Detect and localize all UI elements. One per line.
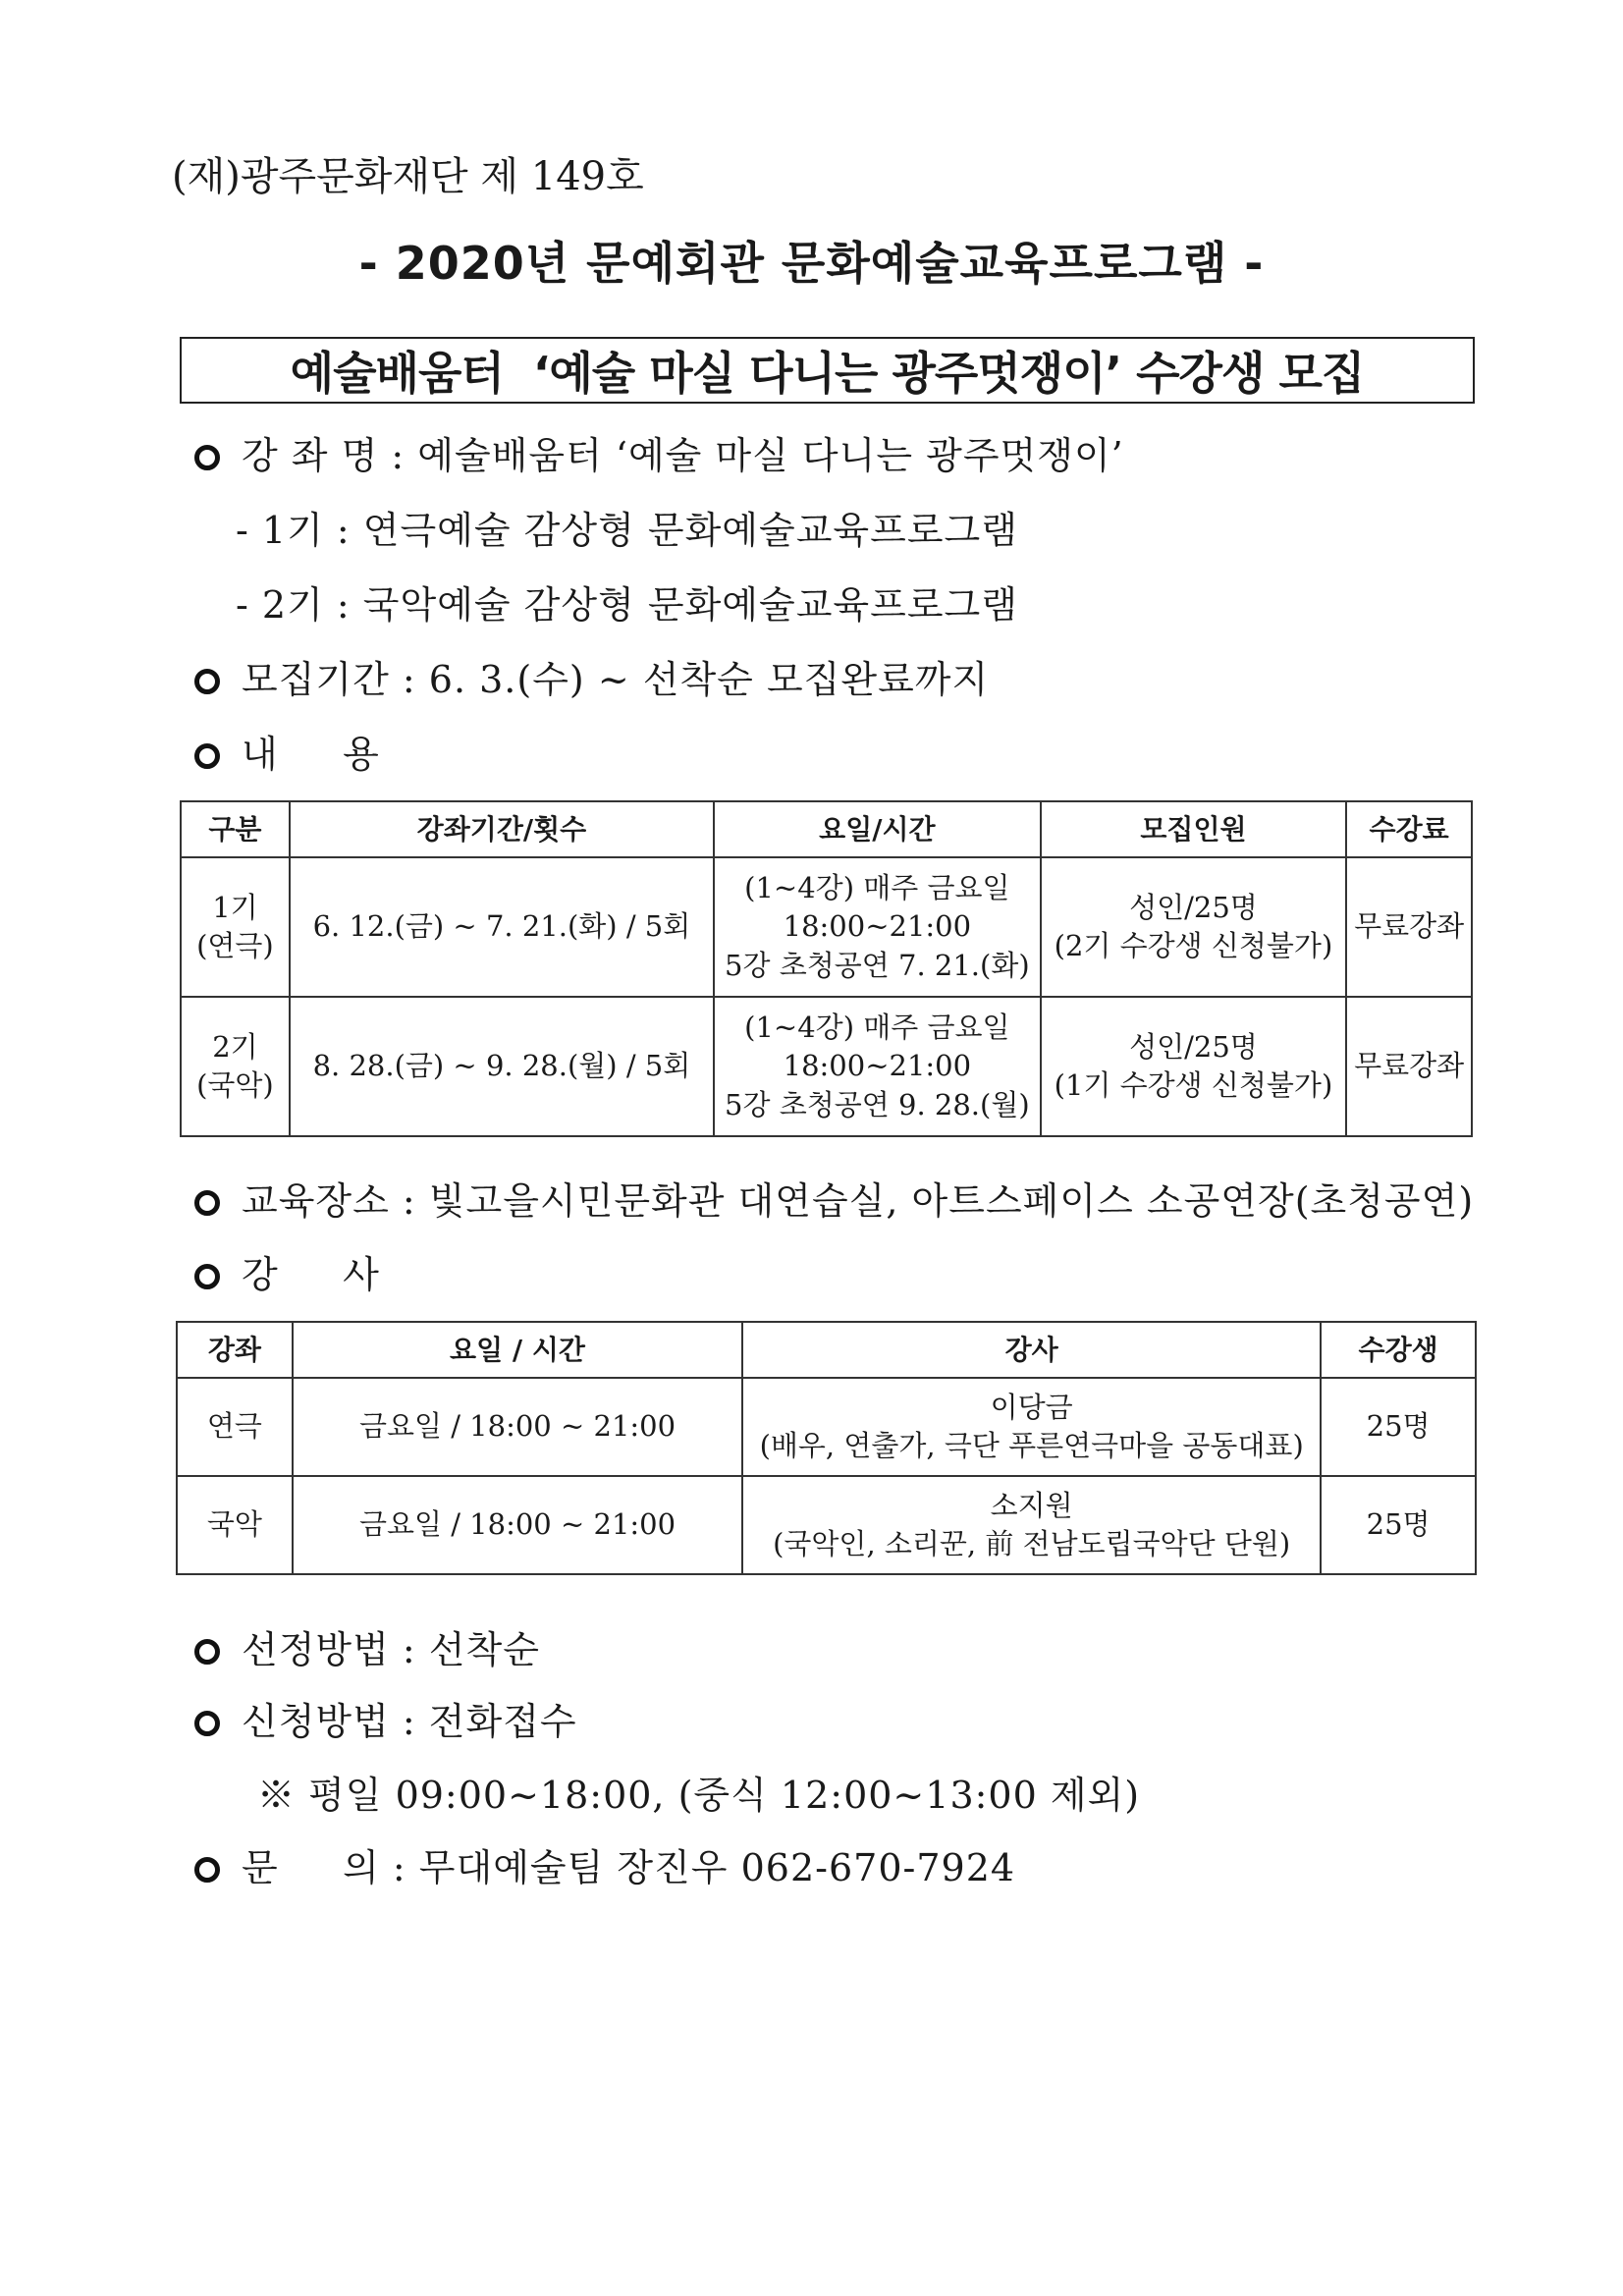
capacity-cell: 성인/25명 (2기 수강생 신청불가) — [1041, 857, 1346, 997]
students-cell: 25명 — [1321, 1378, 1476, 1476]
period-cell: 8. 28.(금) ~ 9. 28.(월) / 5회 — [290, 997, 714, 1136]
col-header: 구분 — [181, 801, 290, 857]
recruit-period-text: 모집기간 : 6. 3.(수) ~ 선착순 모집완료까지 — [242, 658, 990, 701]
instructor-heading — [194, 1244, 380, 1298]
course-name-text: 강 좌 명 : 예술배움터 ‘예술 마실 다니는 광주멋쟁이’ — [242, 434, 1124, 477]
col-header: 수강료 — [1346, 801, 1472, 857]
table-header-row — [181, 801, 1472, 857]
course-cell: 국악 — [177, 1476, 293, 1574]
schedule-table — [180, 800, 1473, 1137]
instructor-table — [176, 1321, 1477, 1575]
instructor-heading-text: 강 사 — [242, 1253, 380, 1296]
venue-text: 교육장소 : 빛고을시민문화관 대연습실, 아트스페이스 소공연장(초청공연) — [242, 1179, 1475, 1223]
col-header: 강사 — [742, 1322, 1321, 1378]
inquiry-text: 문 의 : 무대예술팀 장진우 062-670-7924 — [242, 1846, 1016, 1889]
division-cell: 2기 (국악) — [181, 997, 290, 1136]
col-header: 강좌 — [177, 1322, 293, 1378]
table-row — [181, 857, 1472, 997]
col-header: 강좌기간/횟수 — [290, 801, 714, 857]
table-row — [177, 1378, 1476, 1476]
schedule-cell: (1~4강) 매주 금요일 18:00~21:00 5강 초청공연 7. 21.(화) — [714, 857, 1041, 997]
circle-bullet-icon — [194, 1857, 220, 1883]
time-cell: 금요일 / 18:00 ~ 21:00 — [293, 1378, 742, 1476]
col-header: 모집인원 — [1041, 801, 1346, 857]
application-method-text: 신청방법 : 전화접수 — [242, 1700, 577, 1743]
selection-method-text: 선정방법 : 선착순 — [242, 1628, 540, 1671]
term1-item: - 1기 : 연극예술 감상형 문화예술교육프로그램 — [236, 509, 1018, 552]
time-cell: 금요일 / 18:00 ~ 21:00 — [293, 1476, 742, 1574]
table-row — [181, 997, 1472, 1136]
document-number: (재)광주문화재단 제 149호 — [172, 154, 644, 199]
hours-note: ※ 평일 09:00~18:00, (중식 12:00~13:00 제외) — [257, 1774, 1141, 1817]
circle-bullet-icon — [194, 445, 220, 470]
fee-cell: 무료강좌 — [1346, 857, 1472, 997]
term2-item: - 2기 : 국악예술 감상형 문화예술교육프로그램 — [236, 583, 1018, 627]
circle-bullet-icon — [194, 1711, 220, 1736]
col-header: 수강생 — [1321, 1322, 1476, 1378]
circle-bullet-icon — [194, 1264, 220, 1289]
col-header: 요일/시간 — [714, 801, 1041, 857]
program-subtitle: - 2020년 문예회관 문화예술교육프로그램 - — [358, 237, 1265, 290]
table-row — [177, 1476, 1476, 1574]
circle-bullet-icon — [194, 669, 220, 694]
course-cell: 연극 — [177, 1378, 293, 1476]
course-name-item — [194, 425, 1124, 479]
teacher-cell: 소지원 (국악인, 소리꾼, 前 전남도립국악단 단원) — [742, 1476, 1321, 1574]
capacity-cell: 성인/25명 (1기 수강생 신청불가) — [1041, 997, 1346, 1136]
recruit-period-item — [194, 649, 989, 703]
students-cell: 25명 — [1321, 1476, 1476, 1574]
circle-bullet-icon — [194, 1639, 220, 1665]
application-method-item — [194, 1691, 577, 1745]
schedule-cell: (1~4강) 매주 금요일 18:00~21:00 5강 초청공연 9. 28.(월) — [714, 997, 1041, 1136]
venue-item — [194, 1171, 1474, 1225]
table-header-row — [177, 1322, 1476, 1378]
selection-method-item — [194, 1619, 540, 1673]
content-heading-text: 내 용 — [242, 733, 380, 776]
inquiry-item — [194, 1837, 1015, 1891]
division-cell: 1기 (연극) — [181, 857, 290, 997]
teacher-cell: 이당금 (배우, 연출가, 극단 푸른연극마을 공동대표) — [742, 1378, 1321, 1476]
page-title — [180, 337, 1475, 404]
circle-bullet-icon — [194, 1190, 220, 1216]
period-cell: 6. 12.(금) ~ 7. 21.(화) / 5회 — [290, 857, 714, 997]
page-title-text: 예술배움터 ‘예술 마실 다니는 광주멋쟁이’ 수강생 모집 — [290, 347, 1365, 400]
circle-bullet-icon — [194, 743, 220, 769]
fee-cell: 무료강좌 — [1346, 997, 1472, 1136]
col-header: 요일 / 시간 — [293, 1322, 742, 1378]
content-heading — [194, 724, 380, 778]
